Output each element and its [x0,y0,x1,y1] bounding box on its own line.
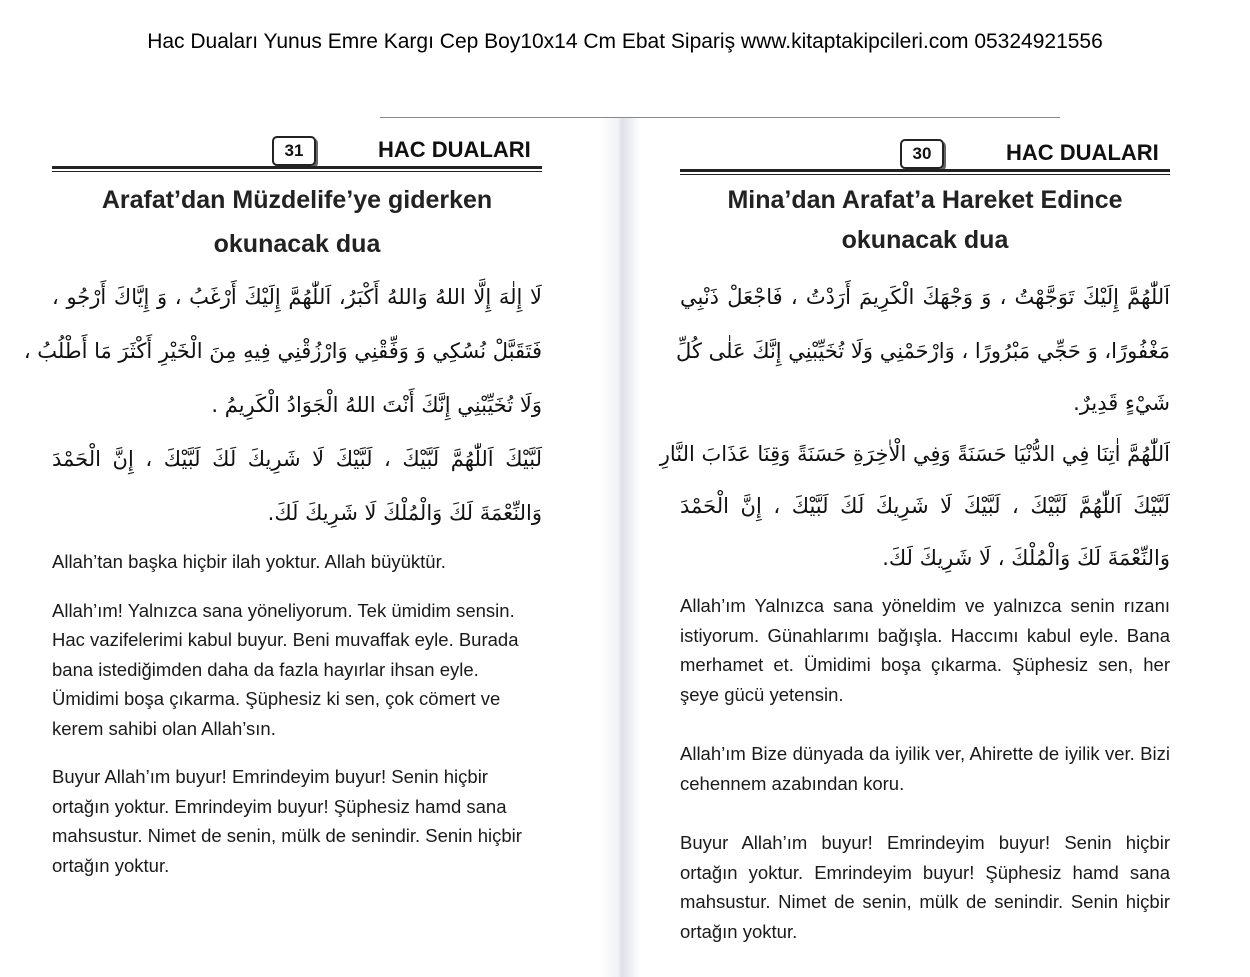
page-header [680,139,1170,169]
translation [680,591,1170,965]
arabic-line: وَالنِّعْمَةَ لَكَ وَالْمُلْكَ ، لَا شَرِيكَ لَكَ. [882,546,1170,570]
header-rule-thin [52,171,542,172]
arabic-line: اَللّٰهُمَّ إِلَيْكَ تَوَجَّهْتُ ، وَ وَجْهَكَ الْكَرِيمَ أَرَدْتُ ، فَاجْعَلْ ذَنْبِي [680,285,1170,309]
title-line: okunacak dua [841,226,1009,254]
title-line: Mina’dan Arafat’a Hareket Edince [727,186,1123,214]
right-page [659,0,1170,977]
arabic-line: وَالنِّعْمَةَ لَكَ وَالْمُلْكَ لَا شَرِيكَ لَكَ. [267,501,542,525]
page-header [52,136,542,166]
arabic-prayer [23,270,542,540]
running-title: HAC DUALARI [1006,140,1159,165]
arabic-line: لَبَّيْكَ اَللّٰهُمَّ لَبَّيْكَ ، لَبَّيْكَ لَا شَرِيكَ لَكَ لَبَّيْكَ ، إِنَّ الْحَمْدَ [52,447,542,471]
translation-paragraph: Allah’tan başka hiçbir ilah yoktur. Allah büyüktür. [52,551,446,572]
arabic-line: لَبَّيْكَ اَللّٰهُمَّ لَبَّيْكَ ، لَبَّيْكَ لَا شَرِيكَ لَكَ لَبَّيْكَ ، إِنَّ الْحَمْدَ [680,494,1170,518]
arabic-line: اَللّٰهُمَّ اٰتِنَا فِي الدُّنْيَا حَسَنَةً وَفِي الْاٰخِرَةِ حَسَنَةً وَقِنَا عَذَابَ النَّارِ [659,442,1170,466]
translation [52,547,542,899]
arabic-line: فَتَقَبَّلْ نُسُكِي وَ وَفِّقْنِي وَارْزُقْنِي فِيهِ مِنَ الْخَيْرِ أَكْثَرَ مَا أَطْلُبُ ، [23,339,542,363]
arabic-prayer [659,270,1170,584]
header-rule [52,166,542,169]
arabic-line: شَيْءٍ قَدِيرٌ. [1073,391,1170,415]
running-title: HAC DUALARI [378,137,531,162]
left-page [23,0,542,977]
listing-header: Hac Duaları Yunus Emre Kargı Cep Boy10x14 Cm Ebat Sipariş www.kitaptakipcileri.com 05324921556 [147,30,1103,53]
page-number: 31 [272,136,316,166]
section-title [680,180,1170,260]
header-rule-thin [680,174,1170,175]
header-rule [680,169,1170,172]
title-line: okunacak dua [213,230,381,258]
arabic-line: وَلَا تُخَيِّبْنِي إِنَّكَ أَنْتَ اللهُ الْجَوَادُ الْكَرِيمُ . [211,393,542,417]
arabic-line: لَا إِلٰهَ إِلَّا اللهُ وَاللهُ أَكْبَرُ، اَللّٰهُمَّ إِلَيْكَ أَرْغَبُ ، وَ إِيَّاكَ أَرْجُو ، [52,285,542,309]
title-line: Arafat’dan Müzdelife’ye giderken [101,186,493,214]
arabic-line: مَغْفُورًا، وَ حَجِّي مَبْرُورًا ، وَارْحَمْنِي وَلَا تُخَيِّبْنِي إِنَّكَ عَلٰى كُلِّ [676,339,1170,363]
translation-paragraph: Allah’ım Bize dünyada da iyilik ver, Ahirette de iyilik ver. Bizi cehennem azabından koru. [680,743,1170,794]
translation-paragraph: Buyur Allah’ım buyur! Emrindeyim buyur! Senin hiçbir ortağın yoktur. Emrindeyim buyur! Şüphesiz hamd sana mahsustur. Nimet de senin, mülk de senindir. Senin hiçbir ortağın yoktur. [680,832,1170,942]
book-spine [600,118,640,977]
translation-paragraph: Allah’ım! Yalnızca sana yöneliyorum. Tek ümidim sensin. Hac vazifelerimi kabul buyur. Beni muvaffak eyle. Burada bana istediğimden daha da fazla hayırlar ihsan eyle. Ümidimi boşa çıkarma. Şüphesiz ki sen, çok cömert ve kerem sahibi olan Allah’sın. [52,599,519,739]
translation-paragraph: Allah’ım Yalnızca sana yöneldim ve yalnızca senin rızanı istiyorum. Günahlarımı bağışla. Haccımı kabul eyle. Bana merhamet et. Ümidimi boşa çıkarma. Şüphesiz sen, her şeye gücü yetensin. [680,595,1170,705]
page-number: 30 [900,139,944,169]
translation-paragraph: Buyur Allah’ım buyur! Emrindeyim buyur! Senin hiçbir ortağın yoktur. Emrindeyim buyur! Şüphesiz hamd sana mahsustur. Nimet de senin, mülk de senindir. Senin hiçbir ortağın yoktur. [52,766,522,876]
section-title [52,178,542,266]
